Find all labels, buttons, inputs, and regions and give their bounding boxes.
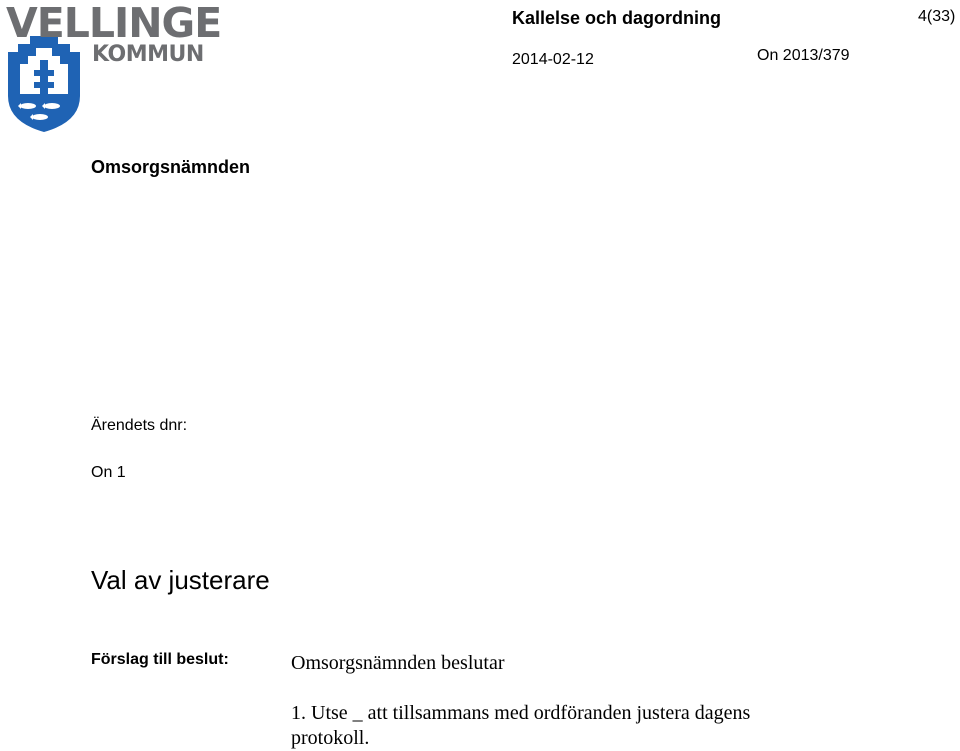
proposal-label: Förslag till beslut:: [91, 651, 229, 668]
decision-intro: Omsorgsnämnden beslutar: [291, 652, 505, 674]
page-number: 4(33): [918, 8, 956, 25]
logo-text-vellinge: VELLINGE: [6, 0, 222, 47]
document-date: 2014-02-12: [512, 51, 594, 68]
document-reference: On 2013/379: [757, 47, 850, 64]
logo-text-kommun: KOMMUN: [92, 42, 204, 67]
case-number-label: Ärendets dnr:: [91, 417, 188, 434]
case-number-value: On 1: [91, 464, 126, 481]
section-heading: Val av justerare: [91, 565, 270, 595]
document-title: Kallelse och dagordning: [512, 8, 722, 28]
decision-text: 1. Utse _ att tillsammans med ordföranden justera dagens protokoll.: [291, 702, 751, 749]
committee-name: Omsorgsnämnden: [91, 157, 251, 177]
